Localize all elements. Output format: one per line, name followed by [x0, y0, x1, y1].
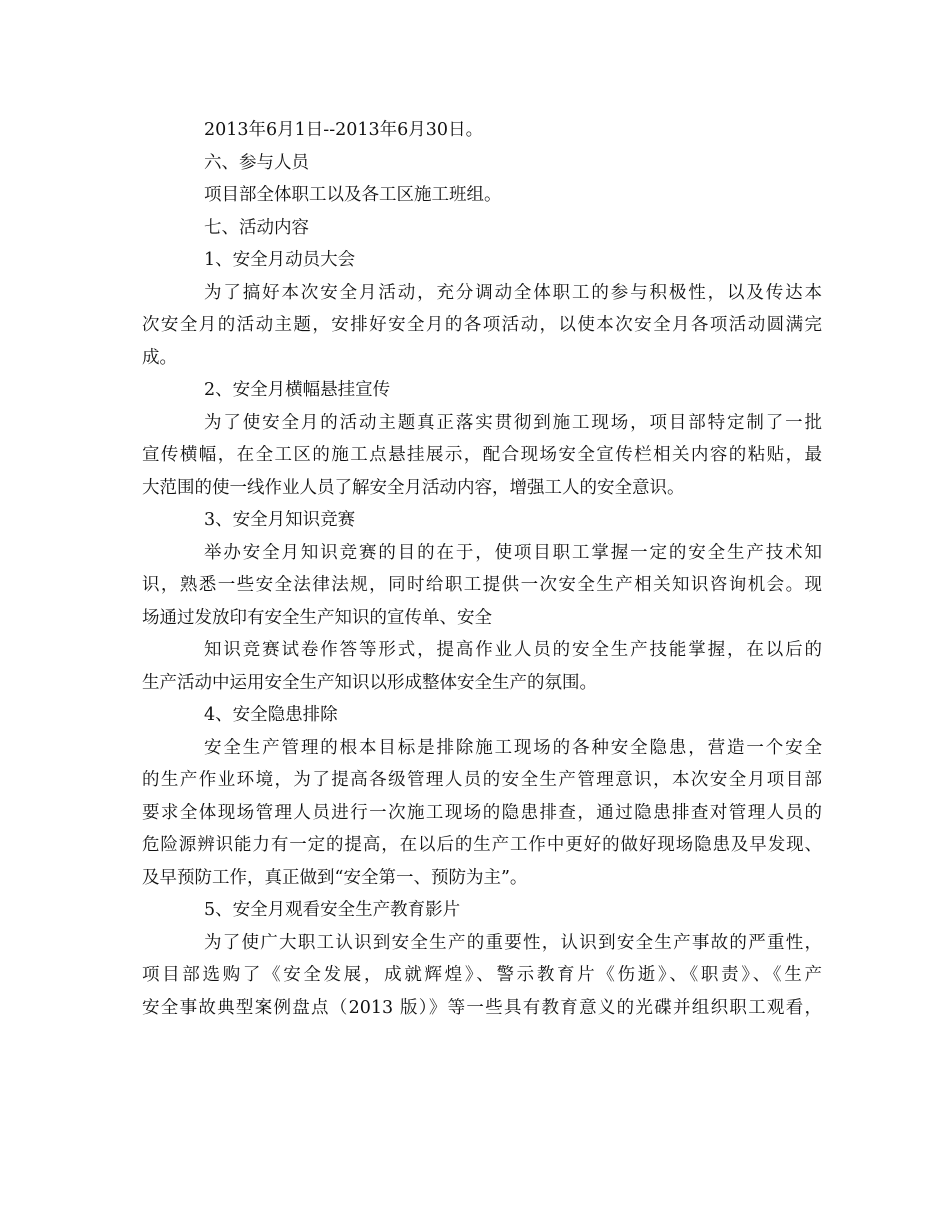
paragraph-line: 生产活动中运用安全生产知识以形成整体安全生产的氛围。	[142, 672, 597, 693]
subheading-hazards: 4、安全隐患排除	[204, 705, 338, 725]
paragraph-line: 知识竞赛试卷作答等形式，提高作业人员的安全生产技能掌握，在以后的	[204, 640, 822, 660]
paragraph-line: 场通过发放印有安全生产知识的宣传单、安全	[142, 607, 492, 628]
paragraph-line: 识，熟悉一些安全法律法规，同时给职工提供一次安全生产相关知识咨询机会。现	[142, 575, 822, 595]
paragraph-line: 及早预防工作，真正做到“安全第一、预防为主”。	[142, 867, 528, 888]
section-heading-content: 七、活动内容	[204, 217, 309, 238]
paragraph-line: 安全生产管理的根本目标是排除施工现场的各种安全隐患，营造一个安全	[204, 737, 822, 758]
paragraph-line: 成。	[142, 347, 177, 368]
paragraph-line: 为了搞好本次安全月活动，充分调动全体职工的参与积极性，以及传达本	[204, 282, 822, 303]
subheading-banners: 2、安全月横幅悬挂宣传	[204, 380, 391, 400]
paragraph-line: 为了使安全月的活动主题真正落实贯彻到施工现场，项目部特定制了一批	[204, 412, 822, 433]
paragraph-line: 宣传横幅，在全工区的施工点悬挂展示，配合现场安全宣传栏相关内容的粘贴，最	[142, 445, 822, 465]
participants-text: 项目部全体职工以及各工区施工班组。	[204, 185, 502, 205]
paragraph-line: 举办安全月知识竞赛的目的在于，使项目职工掌握一定的安全生产技术知	[204, 542, 822, 563]
subheading-films: 5、安全月观看安全生产教育影片	[204, 900, 461, 920]
section-heading-participants: 六、参与人员	[204, 152, 309, 173]
paragraph-line: 危险源辨识能力有一定的提高，在以后的生产工作中更好的做好现场隐患及早发现、	[142, 835, 822, 855]
paragraph-line: 的生产作业环境，为了提高各级管理人员的安全生产管理意识，本次安全月项目部	[142, 770, 822, 790]
date-range-line: 2013年6月1日--2013年6月30日。	[204, 120, 484, 140]
paragraph-line: 次安全月的活动主题，安排好安全月的各项活动，以使本次安全月各项活动圆满完	[142, 315, 822, 335]
document-body	[142, 114, 822, 1024]
paragraph-line: 项目部选购了《安全发展，成就辉煌》、警示教育片《伤逝》、《职责》、《生产	[142, 965, 822, 985]
paragraph-line: 为了使广大职工认识到安全生产的重要性，认识到安全生产事故的严重性，	[204, 932, 822, 953]
subheading-mobilization: 1、安全月动员大会	[204, 250, 356, 270]
paragraph-line: 安全事故典型案例盘点（2013 版）》等一些具有教育意义的光碟并组织职工观看，	[142, 997, 822, 1018]
subheading-quiz: 3、安全月知识竞赛	[204, 510, 356, 530]
paragraph-line: 要求全体现场管理人员进行一次施工现场的隐患排查，通过隐患排查对管理人员的	[142, 802, 822, 823]
paragraph-line: 大范围的使一线作业人员了解安全月活动内容，增强工人的安全意识。	[142, 477, 685, 498]
